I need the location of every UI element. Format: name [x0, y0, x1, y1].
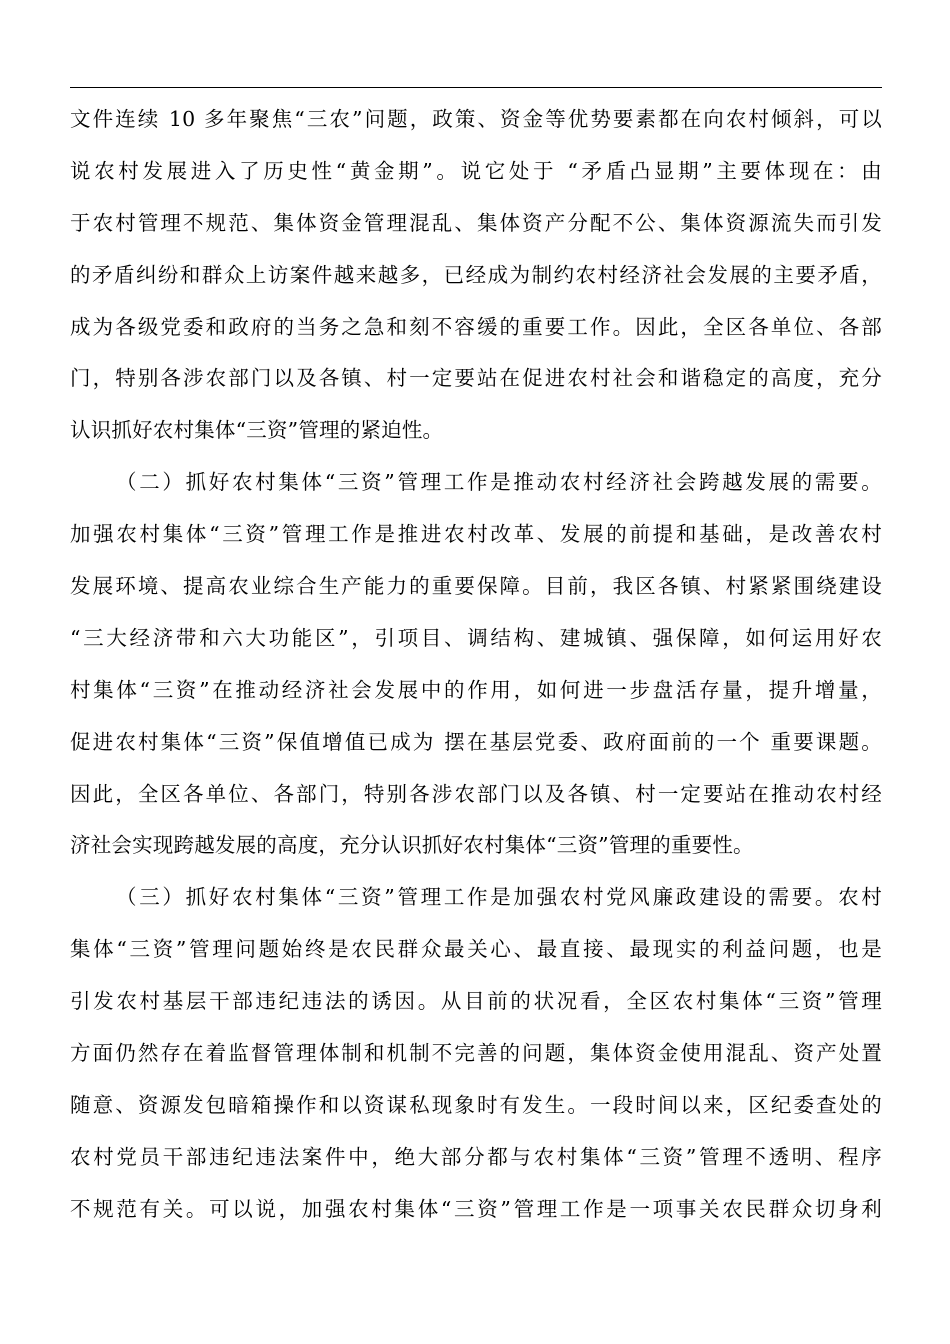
section-heading-line: （二）抓好农村集体“三资”管理工作是推动农村经济社会跨越发展的需要。 [116, 470, 882, 495]
text-line: 说农村发展进入了历史性“黄金期”。说它处于 “矛盾凸显期”主要体现在：由 [70, 158, 882, 183]
text-line: 集体“三资”管理问题始终是农民群众最关心、最直接、最现实的利益问题，也是 [70, 937, 882, 962]
text-line: 不规范有关。可以说，加强农村集体“三资”管理工作是一项事关农民群众切身利 [70, 1196, 882, 1221]
text-line: 门，特别各涉农部门以及各镇、村一定要站在促进农村社会和谐稳定的高度，充分 [70, 366, 882, 391]
text-line: 促进农村集体“三资”保值增值已成为 摆在基层党委、政府面前的一个 重要课题。 [70, 729, 882, 754]
text-line: 认识抓好农村集体“三资”管理的紧迫性。 [70, 418, 444, 443]
text-line: 济社会实现跨越发展的高度，充分认识抓好农村集体“三资”管理的重要性。 [70, 833, 754, 858]
header-rule [70, 87, 882, 88]
text-line: 农村党员干部违纪违法案件中，绝大部分都与农村集体“三资”管理不透明、程序 [70, 1144, 882, 1169]
text-line: 文件连续 10 多年聚焦“三农”问题，政策、资金等优势要素都在向农村倾斜，可以 [70, 107, 882, 131]
text-line: 因此，全区各单位、各部门，特别各涉农部门以及各镇、村一定要站在推动农村经 [70, 781, 882, 806]
text-line: 成为各级党委和政府的当务之急和刻不容缓的重要工作。因此，全区各单位、各部 [70, 314, 882, 339]
body-text [70, 94, 882, 1236]
text-line: 引发农村基层干部违纪违法的诱因。从目前的状况看，全区农村集体“三资”管理 [70, 989, 882, 1014]
text-line: 发展环境、提高农业综合生产能力的重要保障。目前，我区各镇、村紧紧围绕建设 [70, 574, 882, 599]
text-line: 方面仍然存在着监督管理体制和机制不完善的问题，集体资金使用混乱、资产处置 [70, 1041, 882, 1066]
text-line: 的矛盾纠纷和群众上访案件越来越多，已经成为制约农村经济社会发展的主要矛盾， [70, 262, 882, 287]
text-line: 加强农村集体“三资”管理工作是推进农村改革、发展的前提和基础，是改善农村 [70, 522, 882, 547]
section-heading-line: （三）抓好农村集体“三资”管理工作是加强农村党风廉政建设的需要。农村 [116, 885, 882, 910]
text-line: 随意、资源发包暗箱操作和以资谋私现象时有发生。一段时间以来，区纪委查处的 [70, 1092, 882, 1117]
text-line: 村集体“三资”在推动经济社会发展中的作用，如何进一步盘活存量，提升增量， [70, 677, 882, 702]
text-line: 于农村管理不规范、集体资金管理混乱、集体资产分配不公、集体资源流失而引发 [70, 210, 882, 235]
text-line: “三大经济带和六大功能区”，引项目、调结构、建城镇、强保障，如何运用好农 [70, 625, 882, 650]
